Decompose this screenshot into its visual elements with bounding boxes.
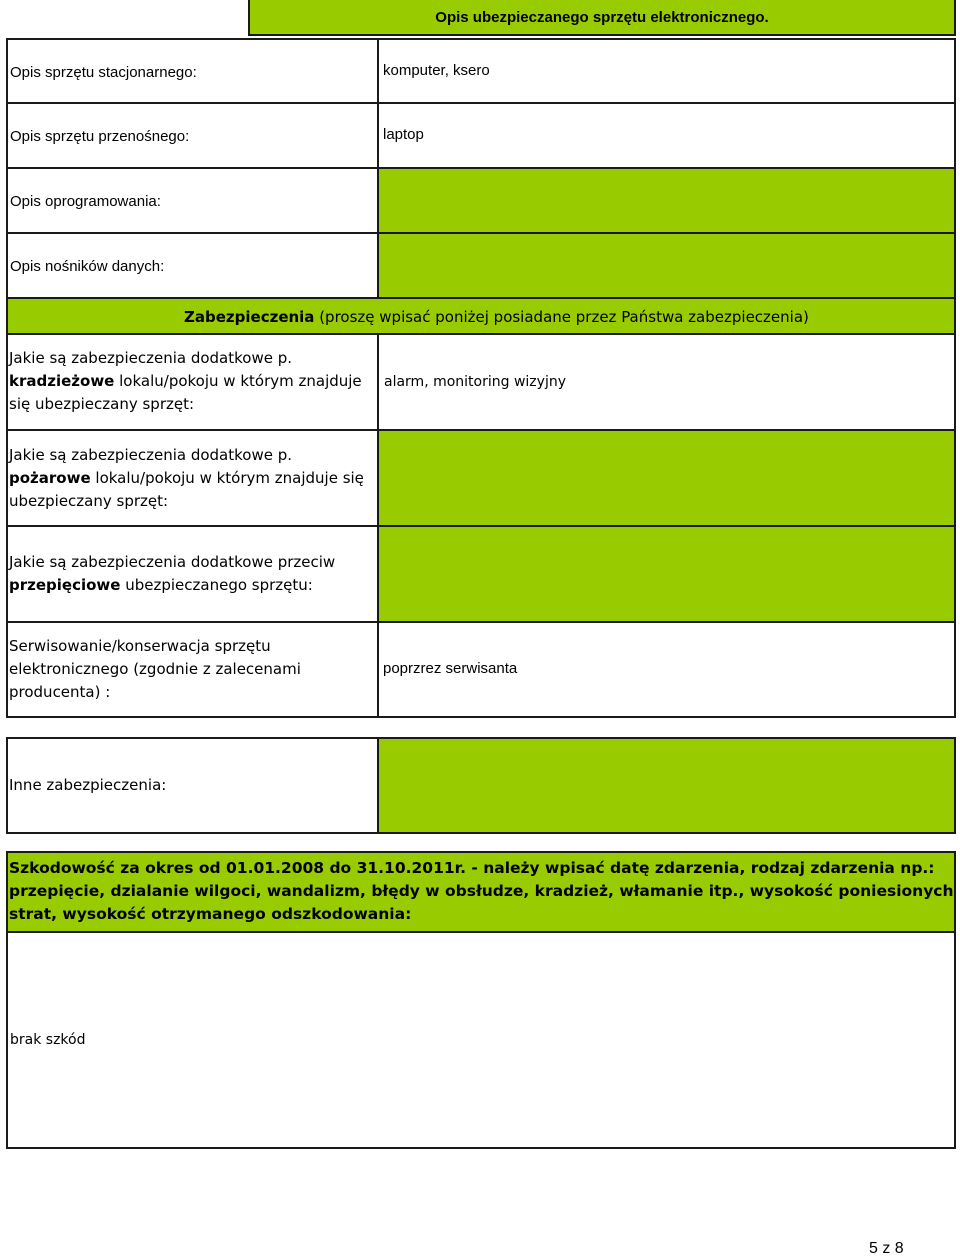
label-stacjonarny: Opis sprzętu stacjonarnego: bbox=[10, 64, 197, 81]
label-przenosny: Opis sprzętu przenośnego: bbox=[10, 128, 190, 145]
form-title: Opis ubezpieczanego sprzętu elektronicznego. bbox=[435, 9, 769, 26]
label-pozarowe: Jakie są zabezpieczenia dodatkowe p. pożarowe lokalu/pokoju w którym znajduje się ubezpieczany sprzęt: bbox=[9, 446, 364, 510]
page-number: 5 z 8 bbox=[869, 1240, 904, 1257]
value-szkodowosc: brak szkód bbox=[10, 1032, 86, 1048]
label-szkodowosc: Szkodowość za okres od 01.01.2008 do 31.10.2011r. - należy wpisać datę zdarzenia, rodzaj zdarzenia np.: przepięcie, dzialanie wilgoci, wandalizm, błędy w obsłudze, kradzież, włamanie itp., wysokość poniesionych strat, wysokość otrzymanego odszkodowania: bbox=[9, 859, 954, 923]
field-oprogramowanie[interactable] bbox=[377, 167, 956, 234]
field-nosniki[interactable] bbox=[377, 232, 956, 299]
field-szkodowosc[interactable] bbox=[6, 931, 956, 1149]
label-inne: Inne zabezpieczenia: bbox=[9, 776, 167, 794]
form-header bbox=[248, 0, 956, 36]
label-oprogramowanie: Opis oprogramowania: bbox=[10, 193, 161, 210]
field-przepieciowe[interactable] bbox=[377, 525, 956, 623]
value-przenosny: laptop bbox=[383, 126, 424, 143]
value-kradziezowe: alarm, monitoring wizyjny bbox=[384, 374, 566, 390]
label-nosniki: Opis nośników danych: bbox=[10, 258, 165, 275]
label-kradziezowe: Jakie są zabezpieczenia dodatkowe p. kradzieżowe lokalu/pokoju w którym znajduje się ubezpieczany sprzęt: bbox=[9, 349, 362, 413]
section-zabezpieczenia bbox=[6, 297, 956, 335]
label-serwis: Serwisowanie/konserwacja sprzętu elektronicznego (zgodnie z zalecenami producenta) : bbox=[9, 637, 301, 701]
field-inne[interactable] bbox=[377, 737, 956, 834]
value-stacjonarny: komputer, ksero bbox=[383, 62, 490, 79]
label-przepieciowe: Jakie są zabezpieczenia dodatkowe przeciw przepięciowe ubezpieczanego sprzętu: bbox=[9, 553, 336, 594]
field-pozarowe[interactable] bbox=[377, 429, 956, 527]
value-serwis: poprzrez serwisanta bbox=[383, 660, 518, 677]
section-zabezpieczenia-title: Zabezpieczenia (proszę wpisać poniżej posiadane przez Państwa zabezpieczenia) bbox=[184, 308, 809, 326]
field-przenosny[interactable] bbox=[377, 102, 956, 169]
